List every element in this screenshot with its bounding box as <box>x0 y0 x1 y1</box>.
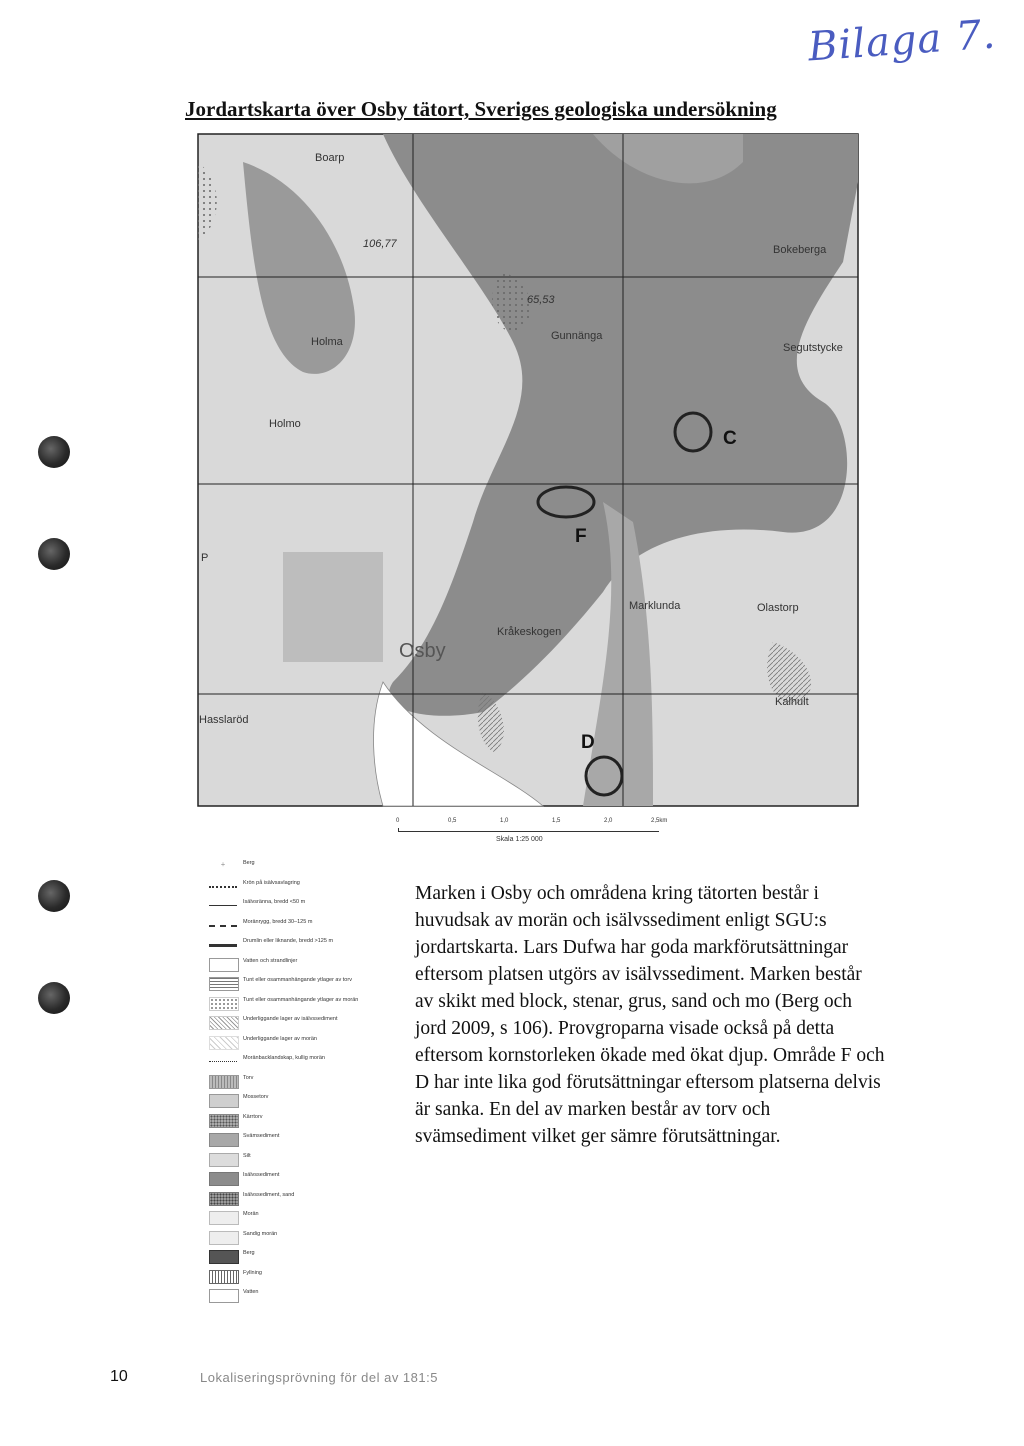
legend-symbol <box>209 1231 239 1245</box>
place-label: P <box>201 552 209 564</box>
legend-item <box>205 1131 405 1147</box>
legend-symbol <box>209 1289 239 1303</box>
place-label: Olastorp <box>757 602 799 614</box>
place-label: Holma <box>311 336 343 348</box>
soil-map <box>183 122 873 822</box>
legend-symbol: + <box>220 860 226 869</box>
legend-symbol <box>209 1114 239 1128</box>
scale-line <box>398 828 659 832</box>
legend-label: Kärrtorv <box>243 1113 263 1120</box>
legend-item <box>205 1151 405 1167</box>
legend-item <box>205 1034 405 1050</box>
scale-tick: 2,0 <box>604 818 613 824</box>
place-label: Kråkeskogen <box>497 626 562 638</box>
legend-item <box>205 1287 405 1303</box>
scale-tick: 0,5 <box>448 818 457 824</box>
area-label-c: C <box>723 428 737 449</box>
legend-symbol <box>209 1172 239 1186</box>
legend-symbol <box>209 1094 239 1108</box>
legend-label: Krön på isälvsavlagring <box>243 879 300 886</box>
legend-label: Torv <box>243 1074 254 1081</box>
legend-symbol <box>209 1192 239 1206</box>
legend-label: Berg <box>243 1250 255 1256</box>
legend-symbol <box>209 1270 239 1284</box>
legend-label: Moränbacklandskap, kullig morän <box>243 1055 325 1061</box>
legend-symbol <box>209 1055 237 1062</box>
legend-symbol <box>209 1016 239 1030</box>
legend-symbol <box>209 938 237 947</box>
scale-bar <box>396 818 716 852</box>
legend-label: Underliggande lager av morän <box>243 1035 317 1042</box>
scale-tick: 1,0 <box>500 818 509 824</box>
binder-hole <box>38 436 70 468</box>
legend-symbol <box>209 958 239 972</box>
legend-item <box>205 956 405 972</box>
footer-title: Lokaliseringsprövning för del av 181:5 <box>200 1370 438 1385</box>
legend-label: Isälvssediment <box>243 1172 280 1178</box>
legend-label: Drumlin eller liknande, bredd >125 m <box>243 938 334 944</box>
legend-symbol <box>209 1036 239 1050</box>
legend-label: Vatten <box>243 1289 259 1295</box>
legend-label: Silt <box>243 1152 251 1159</box>
scale-tick: 0 <box>396 818 400 824</box>
legend-item <box>205 1209 405 1225</box>
scale-label: Skala 1:25 000 <box>496 836 543 843</box>
legend-item <box>205 897 405 913</box>
legend-label: Morän <box>243 1211 259 1217</box>
legend-item <box>205 858 405 874</box>
place-label: Bokeberga <box>773 244 827 256</box>
legend-item <box>205 975 405 991</box>
legend-symbol <box>209 880 237 888</box>
legend-label: Fyllning <box>243 1269 262 1276</box>
body-text <box>415 880 885 1150</box>
legend-item <box>205 878 405 894</box>
legend-symbol <box>209 997 239 1011</box>
legend-symbol <box>209 919 237 927</box>
legend-item <box>205 1268 405 1284</box>
legend-symbol <box>209 1075 239 1089</box>
place-label: Segutstycke <box>783 342 843 354</box>
legend-label: Moränrygg, bredd 30–125 m <box>243 918 313 925</box>
legend-item <box>205 936 405 952</box>
map-graphic <box>183 122 873 822</box>
legend-label: Vatten och strandlinjer <box>243 957 298 964</box>
area-label-d: D <box>581 732 595 753</box>
legend-item <box>205 1092 405 1108</box>
place-label: Hasslaröd <box>199 714 249 726</box>
legend-item <box>205 995 405 1011</box>
elevation-label: 106,77 <box>363 238 397 250</box>
binder-hole <box>38 538 70 570</box>
legend-symbol <box>209 1250 239 1264</box>
place-label: Kalhult <box>775 696 809 708</box>
legend-symbol <box>209 1153 239 1167</box>
page-number: 10 <box>110 1368 128 1385</box>
elevation-label: 65,53 <box>527 294 555 306</box>
legend-symbol <box>209 977 239 991</box>
legend-label: Berg <box>243 860 255 866</box>
binder-hole <box>38 982 70 1014</box>
legend-item <box>205 1190 405 1206</box>
legend-item <box>205 1053 405 1069</box>
area-label-f: F <box>575 526 587 547</box>
place-label: Gunnänga <box>551 330 603 342</box>
legend-label: Tunt eller osammanhängande ytlager av torv <box>243 977 352 983</box>
binder-hole <box>38 880 70 912</box>
place-label: Boarp <box>315 152 345 164</box>
place-label: Holmo <box>269 418 301 430</box>
urban-area <box>283 552 383 662</box>
legend-label: Sandig morän <box>243 1230 278 1237</box>
place-label: Marklunda <box>629 600 681 612</box>
legend-label: Svämsediment <box>243 1133 280 1139</box>
scale-tick: 2,5km <box>651 818 668 824</box>
place-label: Osby <box>399 640 446 662</box>
handwritten-annotation: Bilaga 7. <box>806 11 998 71</box>
legend-symbol <box>209 899 237 906</box>
legend-item <box>205 1229 405 1245</box>
legend-label: Underliggande lager av isälvssediment <box>243 1016 338 1022</box>
legend-item <box>205 1170 405 1186</box>
legend-symbol <box>209 1133 239 1147</box>
legend-label: Isälvsränna, bredd <50 m <box>243 899 306 905</box>
legend-symbol <box>209 1211 239 1225</box>
legend-item <box>205 1014 405 1030</box>
scale-tick: 1,5 <box>552 818 561 824</box>
map-title: Jordartskarta över Osby tätort, Sveriges geologiska undersökning <box>185 97 777 121</box>
legend-label: Mossetorv <box>243 1094 269 1100</box>
legend-item <box>205 1112 405 1128</box>
legend-item <box>205 1073 405 1089</box>
legend-item <box>205 1248 405 1264</box>
body-paragraph: Marken i Osby och områdena kring tätorten består i huvudsak av morän och isälvssediment enligt SGU:s jordartskarta. Lars Dufwa har goda markförutsättningar eftersom platsen utgörs av isälvssediment. Marken består av skikt med block, stenar, grus, sand och mo (Berg och jord 2009, s 106). Provgroparna visade också på detta eftersom kornstorleken ökade med ökat djup. Område F och D har inte lika god förutsättningar eftersom platserna delvis är sanka. En del av marken består av torv och svämsediment vilket ger sämre förutsättningar. <box>415 883 885 1147</box>
legend-label: Tunt eller osammanhängande ytlager av morän <box>243 996 359 1003</box>
legend-item <box>205 917 405 933</box>
legend-label: Isälvssediment, sand <box>243 1191 295 1198</box>
